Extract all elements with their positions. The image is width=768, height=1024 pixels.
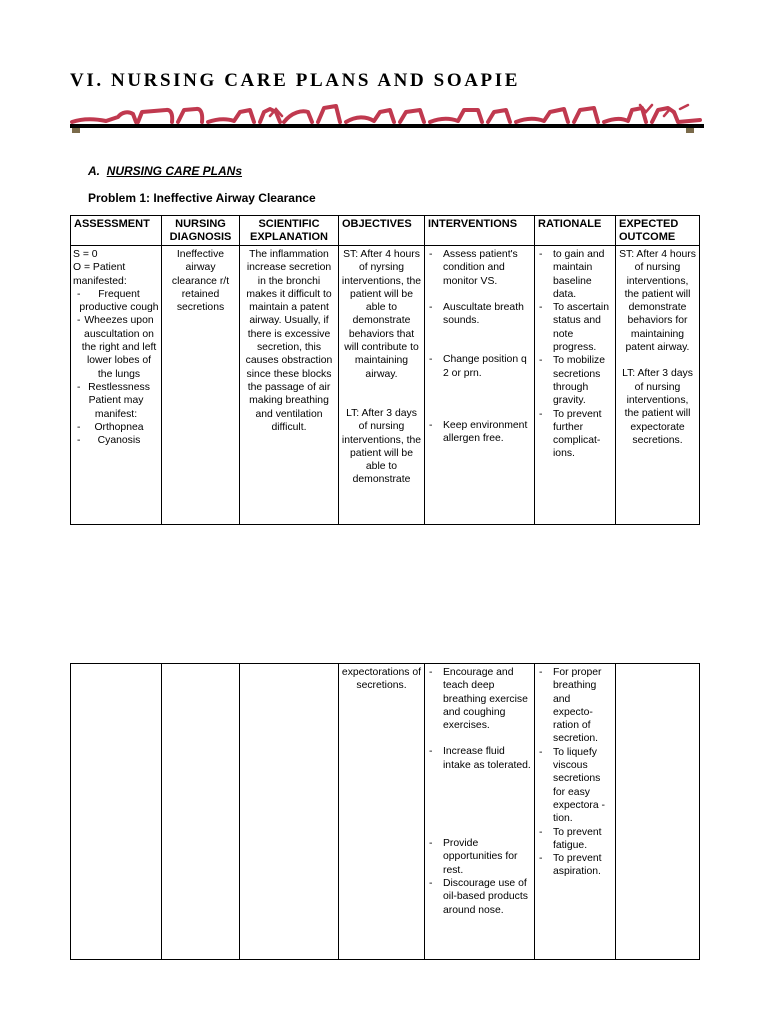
cell-objectives-continued: expectorations of secretions.	[339, 664, 425, 960]
assessment-subjective: S = 0	[73, 249, 98, 260]
cell-assessment	[71, 246, 162, 525]
section-title: NURSING CARE PLANs	[106, 164, 243, 178]
list-item: - To mobilize secretions through gravity.	[539, 355, 605, 407]
list-item: - Discourage use of oil-based products around nose.	[429, 877, 528, 916]
cell-scientific-explanation: The inflammation increase secretion in the bronchi makes it difficult to maintain a patent airway. Usually, if there is excessive secretion, this causes obstraction since these blocks the passage of air making breathing and ventilation difficult.	[240, 246, 339, 525]
decorative-border-banner	[70, 100, 704, 134]
list-item: - Assess patient's condition and monitor VS.	[429, 249, 518, 287]
list-item: - Keep environment allergen free.	[429, 420, 528, 445]
list-item: - Frequent productive cough	[77, 288, 159, 314]
cell-rationale-continued	[535, 664, 616, 960]
nursing-care-plan-table	[70, 215, 700, 525]
list-item: - Cyanosis	[77, 435, 141, 447]
assessment-may-manifest: Patient may manifest:	[88, 395, 144, 420]
list-item: - Increase fluid intake as tolerated.	[429, 746, 531, 771]
header-assessment: ASSESSMENT	[71, 216, 162, 246]
list-item: - Orthopnea	[77, 421, 144, 433]
table-row	[71, 664, 700, 960]
header-scientific-explanation: SCIENTIFIC EXPLANATION	[240, 216, 339, 246]
cell-expected-outcome	[616, 246, 700, 525]
cell-scientific-explanation-empty	[240, 664, 339, 960]
cell-objectives	[339, 246, 425, 525]
assessment-objective: O = Patient manifested:	[73, 262, 127, 287]
list-item: - Encourage and teach deep breathing exercise and coughing exercises.	[429, 667, 528, 732]
cell-nursing-diagnosis: Ineffective airway clearance r/t retained secretions	[162, 246, 240, 525]
cell-interventions	[425, 246, 535, 525]
list-item: - Wheezes upon auscultation on the right and left lower lobes of the lungs	[77, 315, 157, 380]
cell-interventions-continued	[425, 664, 535, 960]
list-item: - To prevent further complicat-ions.	[539, 408, 602, 460]
list-item: - To prevent aspiration.	[539, 853, 602, 878]
header-interventions: INTERVENTIONS	[425, 216, 535, 246]
objective-short-term: ST: After 4 hours of nyrsing interventions, the patient will be able to demonstrate behaviors that will contribute to maintaining airway.	[341, 249, 422, 380]
list-item: - To ascertain status and note progress.	[539, 302, 610, 354]
problem-heading: Problem 1: Ineffective Airway Clearance	[88, 191, 316, 205]
page-title: VI. NURSING CARE PLANS AND SOAPIE	[70, 70, 521, 91]
objective-long-term: LT: After 3 days of nursing interventions, the patient will be able to demonstrate	[341, 407, 422, 486]
list-item: - Restlessness	[77, 381, 150, 393]
list-item: - Provide opportunities for rest.	[429, 838, 518, 876]
header-nursing-diagnosis: NURSING DIAGNOSIS	[162, 216, 240, 246]
list-item: - to gain and maintain baseline data.	[539, 249, 605, 300]
cell-assessment-empty	[71, 664, 162, 960]
table-row	[71, 246, 700, 525]
section-heading	[88, 164, 242, 178]
table-header-row	[71, 216, 700, 246]
list-item: - For proper breathing and expecto-ration of secretion.	[539, 667, 602, 745]
cell-rationale	[535, 246, 616, 525]
list-item: - Auscultate breath sounds.	[429, 301, 524, 327]
list-item: - To prevent fatigue.	[539, 826, 602, 851]
header-objectives: OBJECTIVES	[339, 216, 425, 246]
section-letter: A.	[88, 164, 100, 178]
outcome-long-term: LT: After 3 days of nursing interventions, the patient will expectorate secretions.	[622, 368, 693, 446]
header-expected-outcome: EXPECTED OUTCOME	[616, 216, 700, 246]
nursing-care-plan-table-continued	[70, 663, 700, 960]
cell-expected-outcome-empty	[616, 664, 700, 960]
outcome-short-term: ST: After 4 hours of nursing interventions, the patient will demonstrate behaviors for maintaining patent airway.	[619, 249, 696, 354]
list-item: - To liquefy viscous secretions for easy expectora -tion.	[539, 746, 605, 825]
list-item: - Change position q 2 or prn.	[429, 354, 527, 379]
header-rationale: RATIONALE	[535, 216, 616, 246]
cell-nursing-diagnosis-empty	[162, 664, 240, 960]
